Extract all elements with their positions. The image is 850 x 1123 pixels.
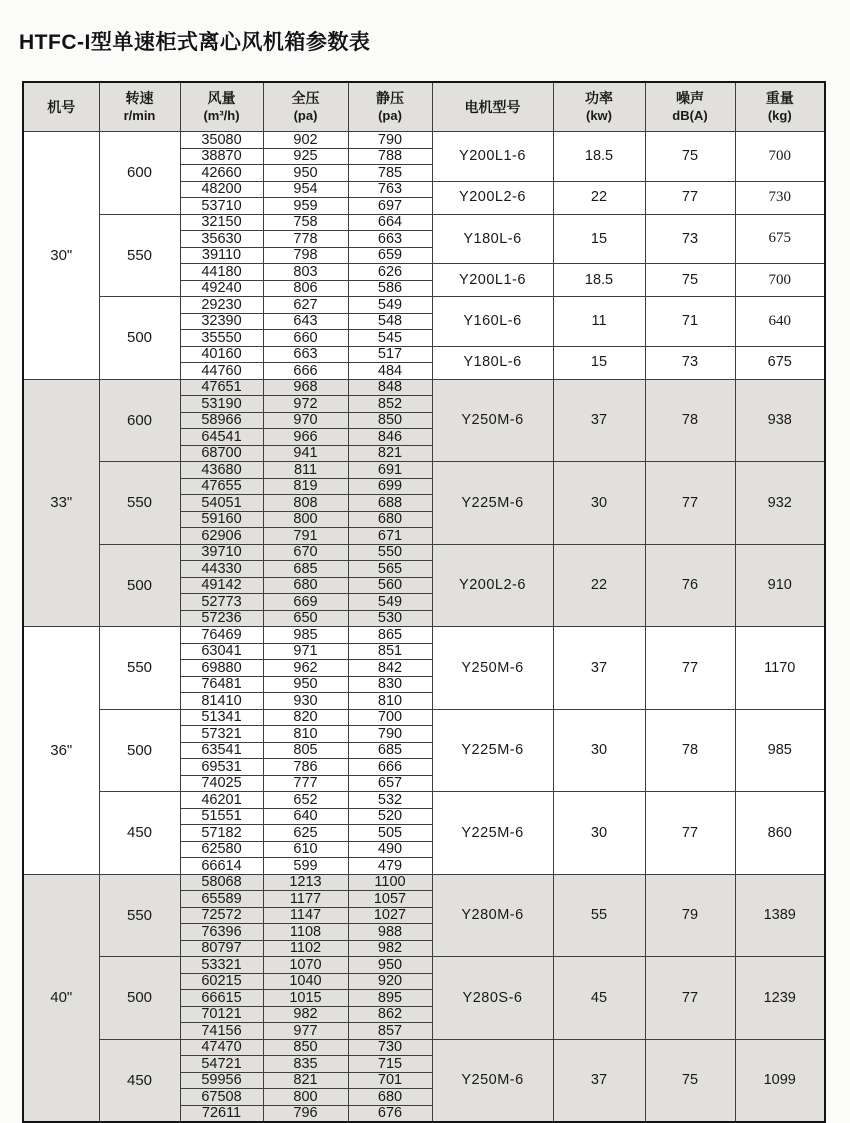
cell-power: 37 <box>553 1039 645 1122</box>
cell-static-pressure: 549 <box>348 594 432 611</box>
cell-total-pressure: 1040 <box>263 973 348 990</box>
cell-noise: 77 <box>645 792 735 875</box>
cell-static-pressure: 490 <box>348 841 432 858</box>
cell-airflow: 72611 <box>180 1105 263 1122</box>
cell-power: 37 <box>553 627 645 710</box>
cell-power: 37 <box>553 379 645 462</box>
cell-total-pressure: 1102 <box>263 940 348 957</box>
cell-static-pressure: 517 <box>348 346 432 363</box>
cell-total-pressure: 805 <box>263 742 348 759</box>
cell-speed: 550 <box>99 462 180 545</box>
cell-static-pressure: 680 <box>348 511 432 528</box>
cell-static-pressure: 699 <box>348 478 432 495</box>
cell-airflow: 53190 <box>180 396 263 413</box>
cell-speed: 550 <box>99 214 180 297</box>
cell-airflow: 39710 <box>180 544 263 561</box>
cell-total-pressure: 663 <box>263 346 348 363</box>
cell-airflow: 76469 <box>180 627 263 644</box>
cell-total-pressure: 685 <box>263 561 348 578</box>
cell-total-pressure: 925 <box>263 148 348 165</box>
cell-total-pressure: 1177 <box>263 891 348 908</box>
table-row <box>23 214 825 231</box>
cell-static-pressure: 549 <box>348 297 432 314</box>
cell-static-pressure: 830 <box>348 676 432 693</box>
cell-power: 22 <box>553 544 645 627</box>
cell-airflow: 63541 <box>180 742 263 759</box>
cell-airflow: 68700 <box>180 445 263 462</box>
cell-noise: 71 <box>645 297 735 347</box>
cell-airflow: 69531 <box>180 759 263 776</box>
cell-power: 18.5 <box>553 132 645 182</box>
cell-motor-model: Y200L2-6 <box>432 544 553 627</box>
cell-total-pressure: 811 <box>263 462 348 479</box>
table-row <box>23 709 825 726</box>
cell-total-pressure: 643 <box>263 313 348 330</box>
cell-total-pressure: 954 <box>263 181 348 198</box>
cell-motor-model: Y225M-6 <box>432 462 553 545</box>
cell-airflow: 65589 <box>180 891 263 908</box>
table-row <box>23 957 825 974</box>
cell-total-pressure: 930 <box>263 693 348 710</box>
cell-static-pressure: 697 <box>348 198 432 215</box>
cell-static-pressure: 788 <box>348 148 432 165</box>
cell-airflow: 52773 <box>180 594 263 611</box>
cell-weight: 700 <box>735 264 825 297</box>
cell-total-pressure: 970 <box>263 412 348 429</box>
cell-static-pressure: 790 <box>348 132 432 149</box>
cell-airflow: 35550 <box>180 330 263 347</box>
cell-static-pressure: 988 <box>348 924 432 941</box>
cell-static-pressure: 810 <box>348 693 432 710</box>
cell-total-pressure: 962 <box>263 660 348 677</box>
cell-speed: 550 <box>99 627 180 710</box>
cell-motor-model: Y200L2-6 <box>432 181 553 214</box>
cell-noise: 78 <box>645 709 735 792</box>
cell-static-pressure: 865 <box>348 627 432 644</box>
cell-static-pressure: 982 <box>348 940 432 957</box>
cell-airflow: 47470 <box>180 1039 263 1056</box>
cell-static-pressure: 530 <box>348 610 432 627</box>
cell-motor-model: Y160L-6 <box>432 297 553 347</box>
cell-noise: 73 <box>645 214 735 264</box>
cell-total-pressure: 791 <box>263 528 348 545</box>
table-row <box>23 132 825 149</box>
table-row <box>23 462 825 479</box>
cell-airflow: 43680 <box>180 462 263 479</box>
cell-airflow: 63041 <box>180 643 263 660</box>
cell-airflow: 60215 <box>180 973 263 990</box>
table-row <box>23 544 825 561</box>
header-airflow: 风量 (m³/h) <box>180 82 263 132</box>
cell-total-pressure: 1147 <box>263 907 348 924</box>
cell-weight: 730 <box>735 181 825 214</box>
cell-static-pressure: 484 <box>348 363 432 380</box>
page-title: HTFC-I型单速柜式离心风机箱参数表 <box>19 31 371 54</box>
cell-static-pressure: 688 <box>348 495 432 512</box>
cell-total-pressure: 627 <box>263 297 348 314</box>
cell-noise: 76 <box>645 544 735 627</box>
cell-airflow: 44180 <box>180 264 263 281</box>
cell-airflow: 44760 <box>180 363 263 380</box>
cell-airflow: 59160 <box>180 511 263 528</box>
cell-airflow: 44330 <box>180 561 263 578</box>
cell-total-pressure: 1015 <box>263 990 348 1007</box>
cell-weight: 675 <box>735 346 825 379</box>
cell-noise: 77 <box>645 957 735 1040</box>
cell-airflow: 57236 <box>180 610 263 627</box>
cell-total-pressure: 1108 <box>263 924 348 941</box>
header-machine-size: 机号 <box>23 82 99 132</box>
cell-static-pressure: 685 <box>348 742 432 759</box>
cell-power: 30 <box>553 792 645 875</box>
cell-airflow: 57182 <box>180 825 263 842</box>
cell-total-pressure: 968 <box>263 379 348 396</box>
cell-total-pressure: 959 <box>263 198 348 215</box>
cell-weight: 985 <box>735 709 825 792</box>
cell-total-pressure: 819 <box>263 478 348 495</box>
cell-total-pressure: 669 <box>263 594 348 611</box>
cell-airflow: 49142 <box>180 577 263 594</box>
cell-total-pressure: 821 <box>263 1072 348 1089</box>
cell-total-pressure: 798 <box>263 247 348 264</box>
cell-total-pressure: 835 <box>263 1056 348 1073</box>
cell-machine-size: 40" <box>23 874 99 1122</box>
cell-total-pressure: 796 <box>263 1105 348 1122</box>
cell-total-pressure: 808 <box>263 495 348 512</box>
cell-static-pressure: 520 <box>348 808 432 825</box>
table-row <box>23 627 825 644</box>
cell-speed: 600 <box>99 132 180 215</box>
cell-static-pressure: 532 <box>348 792 432 809</box>
cell-static-pressure: 1027 <box>348 907 432 924</box>
cell-static-pressure: 505 <box>348 825 432 842</box>
cell-airflow: 47651 <box>180 379 263 396</box>
cell-motor-model: Y250M-6 <box>432 1039 553 1122</box>
header-weight: 重量 (kg) <box>735 82 825 132</box>
cell-total-pressure: 660 <box>263 330 348 347</box>
cell-static-pressure: 545 <box>348 330 432 347</box>
cell-static-pressure: 586 <box>348 280 432 297</box>
cell-total-pressure: 820 <box>263 709 348 726</box>
cell-airflow: 59956 <box>180 1072 263 1089</box>
cell-weight: 932 <box>735 462 825 545</box>
cell-power: 15 <box>553 214 645 264</box>
cell-airflow: 69880 <box>180 660 263 677</box>
cell-power: 15 <box>553 346 645 379</box>
cell-total-pressure: 902 <box>263 132 348 149</box>
cell-motor-model: Y225M-6 <box>432 709 553 792</box>
cell-power: 18.5 <box>553 264 645 297</box>
cell-static-pressure: 1057 <box>348 891 432 908</box>
header-speed: 转速 r/min <box>99 82 180 132</box>
cell-airflow: 62580 <box>180 841 263 858</box>
cell-speed: 500 <box>99 709 180 792</box>
cell-static-pressure: 680 <box>348 1089 432 1106</box>
cell-total-pressure: 1213 <box>263 874 348 891</box>
cell-motor-model: Y180L-6 <box>432 214 553 264</box>
cell-airflow: 66615 <box>180 990 263 1007</box>
cell-static-pressure: 659 <box>348 247 432 264</box>
cell-airflow: 35080 <box>180 132 263 149</box>
cell-total-pressure: 977 <box>263 1023 348 1040</box>
header-noise: 噪声 dB(A) <box>645 82 735 132</box>
cell-motor-model: Y250M-6 <box>432 379 553 462</box>
cell-total-pressure: 982 <box>263 1006 348 1023</box>
cell-speed: 450 <box>99 792 180 875</box>
cell-airflow: 76481 <box>180 676 263 693</box>
cell-airflow: 29230 <box>180 297 263 314</box>
cell-airflow: 46201 <box>180 792 263 809</box>
cell-airflow: 51551 <box>180 808 263 825</box>
cell-total-pressure: 670 <box>263 544 348 561</box>
cell-power: 30 <box>553 462 645 545</box>
table-row <box>23 1039 825 1056</box>
cell-total-pressure: 941 <box>263 445 348 462</box>
cell-noise: 75 <box>645 1039 735 1122</box>
cell-static-pressure: 700 <box>348 709 432 726</box>
cell-total-pressure: 971 <box>263 643 348 660</box>
cell-airflow: 48200 <box>180 181 263 198</box>
cell-power: 30 <box>553 709 645 792</box>
cell-airflow: 32150 <box>180 214 263 231</box>
cell-speed: 600 <box>99 379 180 462</box>
cell-power: 45 <box>553 957 645 1040</box>
cell-airflow: 53710 <box>180 198 263 215</box>
header-total-pressure: 全压 (pa) <box>263 82 348 132</box>
cell-weight: 1239 <box>735 957 825 1040</box>
cell-airflow: 66614 <box>180 858 263 875</box>
cell-airflow: 74025 <box>180 775 263 792</box>
cell-motor-model: Y225M-6 <box>432 792 553 875</box>
cell-machine-size: 33" <box>23 379 99 627</box>
cell-motor-model: Y200L1-6 <box>432 264 553 297</box>
cell-static-pressure: 730 <box>348 1039 432 1056</box>
cell-weight: 1099 <box>735 1039 825 1122</box>
cell-static-pressure: 664 <box>348 214 432 231</box>
table-row <box>23 379 825 396</box>
cell-weight: 700 <box>735 132 825 182</box>
cell-static-pressure: 657 <box>348 775 432 792</box>
cell-airflow: 74156 <box>180 1023 263 1040</box>
cell-static-pressure: 851 <box>348 643 432 660</box>
cell-total-pressure: 610 <box>263 841 348 858</box>
cell-airflow: 49240 <box>180 280 263 297</box>
cell-airflow: 54051 <box>180 495 263 512</box>
table-header <box>23 82 825 132</box>
cell-static-pressure: 862 <box>348 1006 432 1023</box>
cell-static-pressure: 785 <box>348 165 432 182</box>
cell-static-pressure: 565 <box>348 561 432 578</box>
cell-airflow: 38870 <box>180 148 263 165</box>
cell-total-pressure: 625 <box>263 825 348 842</box>
cell-noise: 77 <box>645 462 735 545</box>
cell-weight: 640 <box>735 297 825 347</box>
header-static-pressure: 静压 (pa) <box>348 82 432 132</box>
cell-static-pressure: 846 <box>348 429 432 446</box>
cell-motor-model: Y280S-6 <box>432 957 553 1040</box>
table-row <box>23 874 825 891</box>
cell-motor-model: Y250M-6 <box>432 627 553 710</box>
cell-weight: 1170 <box>735 627 825 710</box>
cell-static-pressure: 842 <box>348 660 432 677</box>
cell-airflow: 40160 <box>180 346 263 363</box>
cell-speed: 500 <box>99 297 180 380</box>
cell-airflow: 42660 <box>180 165 263 182</box>
cell-static-pressure: 626 <box>348 264 432 281</box>
cell-motor-model: Y180L-6 <box>432 346 553 379</box>
cell-airflow: 67508 <box>180 1089 263 1106</box>
cell-airflow: 35630 <box>180 231 263 248</box>
cell-total-pressure: 850 <box>263 1039 348 1056</box>
cell-machine-size: 30" <box>23 132 99 380</box>
cell-total-pressure: 680 <box>263 577 348 594</box>
cell-weight: 938 <box>735 379 825 462</box>
cell-speed: 550 <box>99 874 180 957</box>
cell-total-pressure: 1070 <box>263 957 348 974</box>
cell-total-pressure: 666 <box>263 363 348 380</box>
cell-noise: 77 <box>645 181 735 214</box>
fan-parameter-table <box>22 81 826 1123</box>
cell-noise: 73 <box>645 346 735 379</box>
cell-static-pressure: 671 <box>348 528 432 545</box>
cell-weight: 910 <box>735 544 825 627</box>
cell-total-pressure: 800 <box>263 511 348 528</box>
cell-power: 22 <box>553 181 645 214</box>
cell-total-pressure: 950 <box>263 165 348 182</box>
cell-airflow: 70121 <box>180 1006 263 1023</box>
cell-noise: 75 <box>645 264 735 297</box>
cell-static-pressure: 763 <box>348 181 432 198</box>
cell-static-pressure: 550 <box>348 544 432 561</box>
cell-total-pressure: 758 <box>263 214 348 231</box>
cell-total-pressure: 652 <box>263 792 348 809</box>
cell-airflow: 58966 <box>180 412 263 429</box>
cell-machine-size: 36" <box>23 627 99 875</box>
cell-airflow: 72572 <box>180 907 263 924</box>
cell-static-pressure: 848 <box>348 379 432 396</box>
cell-total-pressure: 966 <box>263 429 348 446</box>
header-motor-model: 电机型号 <box>432 82 553 132</box>
cell-static-pressure: 790 <box>348 726 432 743</box>
header-power: 功率 (kw) <box>553 82 645 132</box>
cell-static-pressure: 857 <box>348 1023 432 1040</box>
table-row <box>23 297 825 314</box>
cell-static-pressure: 1100 <box>348 874 432 891</box>
cell-static-pressure: 920 <box>348 973 432 990</box>
cell-noise: 79 <box>645 874 735 957</box>
cell-airflow: 64541 <box>180 429 263 446</box>
cell-weight: 1389 <box>735 874 825 957</box>
cell-weight: 860 <box>735 792 825 875</box>
cell-total-pressure: 972 <box>263 396 348 413</box>
cell-airflow: 57321 <box>180 726 263 743</box>
cell-power: 11 <box>553 297 645 347</box>
cell-static-pressure: 691 <box>348 462 432 479</box>
cell-speed: 500 <box>99 544 180 627</box>
cell-total-pressure: 777 <box>263 775 348 792</box>
cell-total-pressure: 640 <box>263 808 348 825</box>
cell-total-pressure: 806 <box>263 280 348 297</box>
cell-static-pressure: 852 <box>348 396 432 413</box>
cell-total-pressure: 599 <box>263 858 348 875</box>
cell-motor-model: Y200L1-6 <box>432 132 553 182</box>
cell-total-pressure: 803 <box>263 264 348 281</box>
cell-noise: 75 <box>645 132 735 182</box>
table-body <box>23 132 825 1123</box>
cell-static-pressure: 560 <box>348 577 432 594</box>
cell-speed: 500 <box>99 957 180 1040</box>
cell-static-pressure: 821 <box>348 445 432 462</box>
cell-airflow: 51341 <box>180 709 263 726</box>
cell-airflow: 53321 <box>180 957 263 974</box>
cell-static-pressure: 663 <box>348 231 432 248</box>
cell-static-pressure: 895 <box>348 990 432 1007</box>
cell-static-pressure: 950 <box>348 957 432 974</box>
cell-speed: 450 <box>99 1039 180 1122</box>
cell-static-pressure: 548 <box>348 313 432 330</box>
cell-airflow: 80797 <box>180 940 263 957</box>
cell-total-pressure: 786 <box>263 759 348 776</box>
cell-total-pressure: 810 <box>263 726 348 743</box>
cell-static-pressure: 479 <box>348 858 432 875</box>
cell-static-pressure: 850 <box>348 412 432 429</box>
cell-total-pressure: 778 <box>263 231 348 248</box>
cell-airflow: 58068 <box>180 874 263 891</box>
cell-airflow: 62906 <box>180 528 263 545</box>
cell-static-pressure: 701 <box>348 1072 432 1089</box>
cell-motor-model: Y280M-6 <box>432 874 553 957</box>
cell-airflow: 54721 <box>180 1056 263 1073</box>
cell-static-pressure: 676 <box>348 1105 432 1122</box>
cell-static-pressure: 666 <box>348 759 432 776</box>
cell-static-pressure: 715 <box>348 1056 432 1073</box>
cell-total-pressure: 985 <box>263 627 348 644</box>
cell-total-pressure: 800 <box>263 1089 348 1106</box>
table-row <box>23 792 825 809</box>
cell-airflow: 81410 <box>180 693 263 710</box>
cell-airflow: 39110 <box>180 247 263 264</box>
cell-noise: 78 <box>645 379 735 462</box>
cell-power: 55 <box>553 874 645 957</box>
cell-airflow: 32390 <box>180 313 263 330</box>
cell-airflow: 76396 <box>180 924 263 941</box>
cell-total-pressure: 950 <box>263 676 348 693</box>
cell-noise: 77 <box>645 627 735 710</box>
cell-weight: 675 <box>735 214 825 264</box>
cell-airflow: 47655 <box>180 478 263 495</box>
cell-total-pressure: 650 <box>263 610 348 627</box>
